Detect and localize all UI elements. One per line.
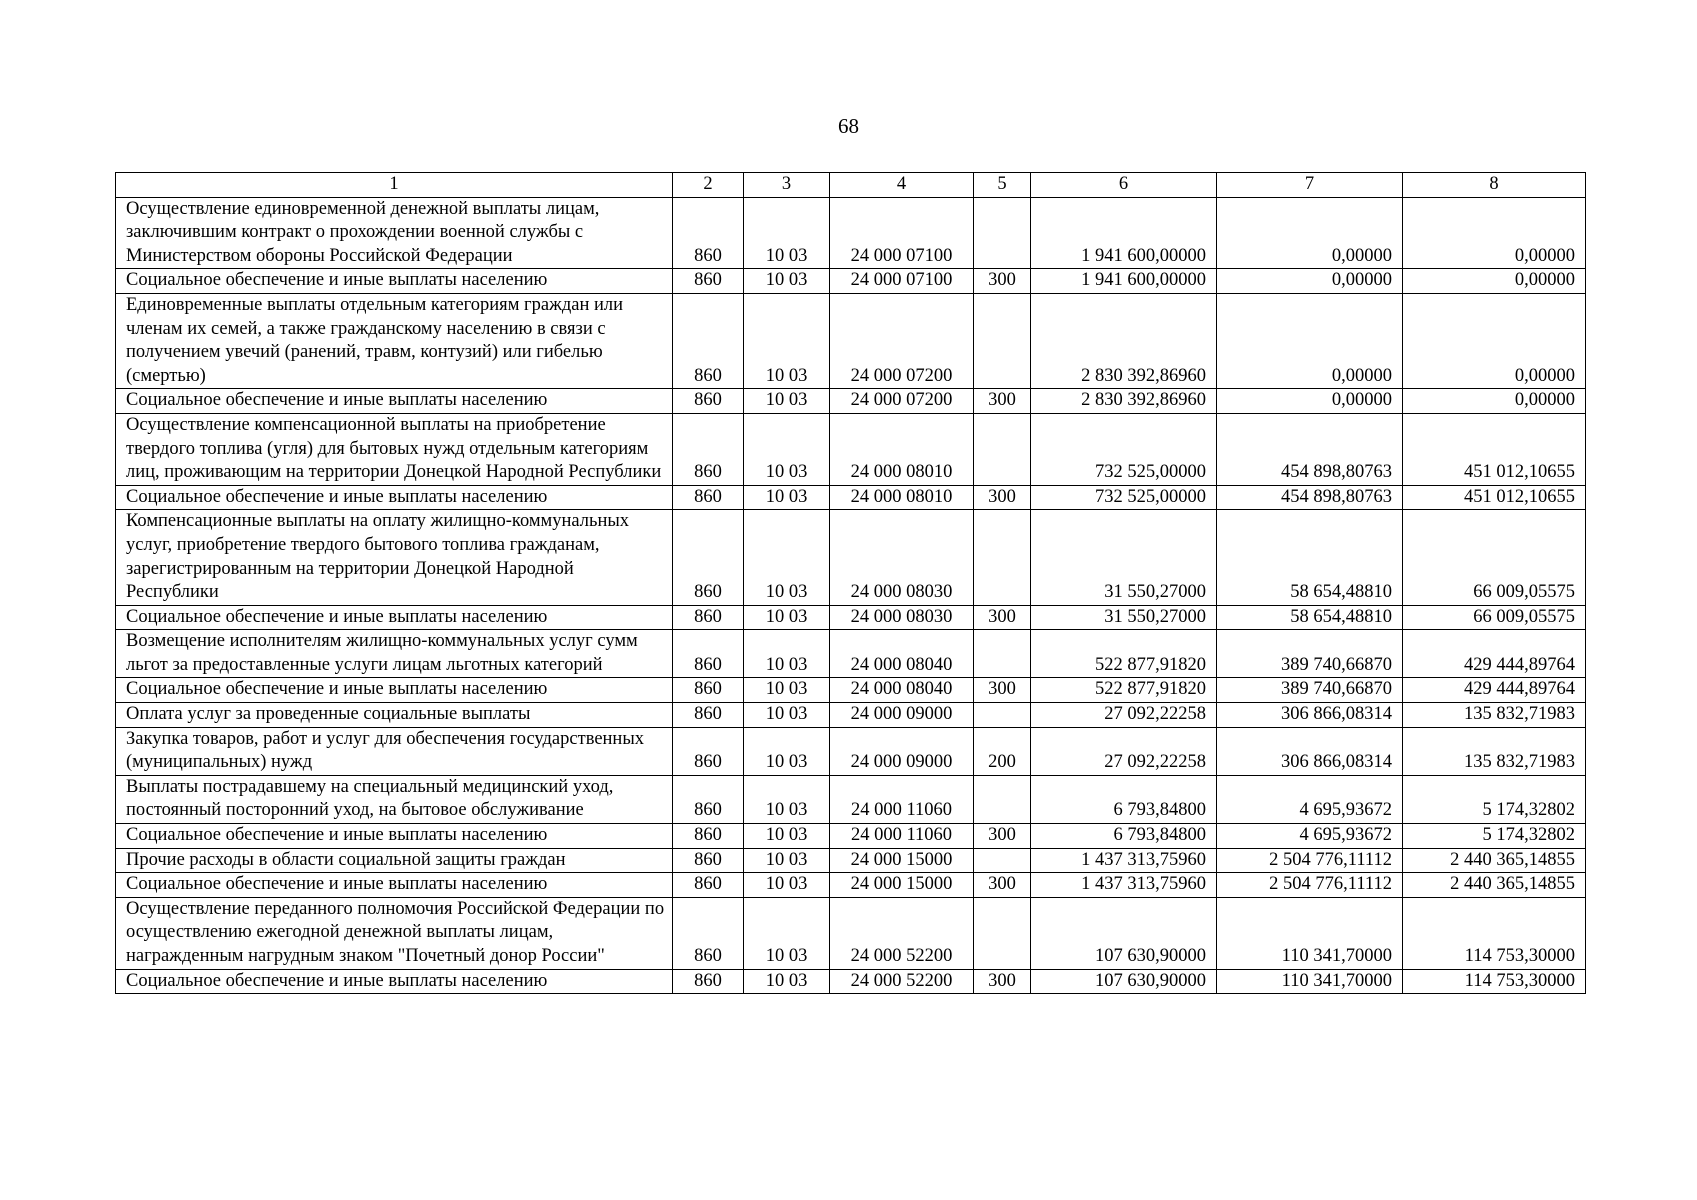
header-cell-8: 8 [1403,173,1586,198]
table-row [116,969,1586,994]
row-col6-cell: 31 550,27000 [1031,510,1217,605]
row-col8-cell: 2 440 365,14855 [1403,873,1586,898]
row-col8-cell: 0,00000 [1403,269,1586,294]
row-col7-cell: 454 898,80763 [1217,413,1403,485]
row-name-cell: Социальное обеспечение и иные выплаты населению [116,969,673,994]
table-row [116,897,1586,969]
budget-table [115,172,1586,994]
row-col5-cell [974,413,1031,485]
row-col8-cell: 114 753,30000 [1403,897,1586,969]
row-col5-cell: 300 [974,873,1031,898]
row-col7-cell: 0,00000 [1217,389,1403,414]
row-col2-cell: 860 [673,293,744,388]
row-col2-cell: 860 [673,605,744,630]
row-col5-cell: 300 [974,969,1031,994]
row-name-cell: Социальное обеспечение и иные выплаты населению [116,389,673,414]
row-name-cell: Социальное обеспечение и иные выплаты населению [116,485,673,510]
table-row [116,269,1586,294]
row-col5-cell: 300 [974,605,1031,630]
row-col6-cell: 522 877,91820 [1031,630,1217,678]
header-row [116,173,1586,198]
row-col2-cell: 860 [673,824,744,849]
row-col8-cell: 451 012,10655 [1403,485,1586,510]
row-col8-cell: 135 832,71983 [1403,703,1586,728]
row-col6-cell: 107 630,90000 [1031,969,1217,994]
row-col6-cell: 2 830 392,86960 [1031,293,1217,388]
row-col8-cell: 429 444,89764 [1403,678,1586,703]
row-col7-cell: 110 341,70000 [1217,897,1403,969]
row-col5-cell [974,703,1031,728]
row-col7-cell: 58 654,48810 [1217,605,1403,630]
row-col5-cell [974,293,1031,388]
row-col4-cell: 24 000 08040 [830,678,974,703]
row-col2-cell: 860 [673,413,744,485]
row-col6-cell: 6 793,84800 [1031,775,1217,823]
row-col4-cell: 24 000 08030 [830,510,974,605]
row-col3-cell: 10 03 [744,269,830,294]
row-col7-cell: 389 740,66870 [1217,678,1403,703]
row-col8-cell: 0,00000 [1403,389,1586,414]
row-name-cell: Оплата услуг за проведенные социальные выплаты [116,703,673,728]
row-col3-cell: 10 03 [744,413,830,485]
row-col4-cell: 24 000 07200 [830,293,974,388]
row-col6-cell: 1 941 600,00000 [1031,197,1217,269]
header-cell-5: 5 [974,173,1031,198]
row-col8-cell: 429 444,89764 [1403,630,1586,678]
row-col6-cell: 732 525,00000 [1031,413,1217,485]
row-col2-cell: 860 [673,775,744,823]
row-name-cell: Единовременные выплаты отдельным категориям граждан или членам их семей, а также гражданскому населению в связи с получением увечий (ранений, травм, контузий) или гибелью (смертью) [116,293,673,388]
row-col4-cell: 24 000 09000 [830,727,974,775]
row-name-cell: Социальное обеспечение и иные выплаты населению [116,605,673,630]
table-row [116,413,1586,485]
table-row [116,605,1586,630]
row-col7-cell: 0,00000 [1217,197,1403,269]
header-cell-2: 2 [673,173,744,198]
row-name-cell: Закупка товаров, работ и услуг для обеспечения государственных (муниципальных) нужд [116,727,673,775]
table-row [116,848,1586,873]
row-col7-cell: 4 695,93672 [1217,824,1403,849]
table-row [116,678,1586,703]
row-col6-cell: 522 877,91820 [1031,678,1217,703]
row-col2-cell: 860 [673,630,744,678]
table-row [116,510,1586,605]
row-col7-cell: 0,00000 [1217,269,1403,294]
row-col8-cell: 66 009,05575 [1403,510,1586,605]
row-col7-cell: 2 504 776,11112 [1217,848,1403,873]
row-col2-cell: 860 [673,703,744,728]
row-col3-cell: 10 03 [744,969,830,994]
row-name-cell: Выплаты пострадавшему на специальный медицинский уход, постоянный посторонний уход, на бытовое обслуживание [116,775,673,823]
row-name-cell: Прочие расходы в области социальной защиты граждан [116,848,673,873]
header-cell-7: 7 [1217,173,1403,198]
row-col8-cell: 5 174,32802 [1403,824,1586,849]
table-row [116,630,1586,678]
row-col3-cell: 10 03 [744,824,830,849]
row-col2-cell: 860 [673,197,744,269]
row-col5-cell [974,848,1031,873]
row-col4-cell: 24 000 08030 [830,605,974,630]
header-cell-1: 1 [116,173,673,198]
row-name-cell: Компенсационные выплаты на оплату жилищно-коммунальных услуг, приобретение твердого бытового топлива гражданам, зарегистрированным на территории Донецкой Народной Республики [116,510,673,605]
row-col4-cell: 24 000 07200 [830,389,974,414]
header-cell-3: 3 [744,173,830,198]
row-col6-cell: 732 525,00000 [1031,485,1217,510]
row-col4-cell: 24 000 11060 [830,775,974,823]
table-row [116,775,1586,823]
row-col2-cell: 860 [673,678,744,703]
row-name-cell: Социальное обеспечение и иные выплаты населению [116,824,673,849]
row-col4-cell: 24 000 52200 [830,897,974,969]
row-col6-cell: 1 437 313,75960 [1031,848,1217,873]
row-col8-cell: 0,00000 [1403,197,1586,269]
row-col7-cell: 110 341,70000 [1217,969,1403,994]
row-col5-cell [974,897,1031,969]
row-col2-cell: 860 [673,389,744,414]
table-row [116,293,1586,388]
row-col6-cell: 27 092,22258 [1031,703,1217,728]
row-name-cell: Социальное обеспечение и иные выплаты населению [116,678,673,703]
row-col5-cell [974,197,1031,269]
table-row [116,485,1586,510]
row-col4-cell: 24 000 07100 [830,269,974,294]
row-col5-cell: 300 [974,824,1031,849]
row-col7-cell: 0,00000 [1217,293,1403,388]
row-col3-cell: 10 03 [744,678,830,703]
row-col8-cell: 0,00000 [1403,293,1586,388]
row-col8-cell: 5 174,32802 [1403,775,1586,823]
row-col4-cell: 24 000 07100 [830,197,974,269]
row-col4-cell: 24 000 08010 [830,413,974,485]
table-row [116,873,1586,898]
table-row [116,197,1586,269]
table-row [116,389,1586,414]
row-col6-cell: 27 092,22258 [1031,727,1217,775]
row-col6-cell: 31 550,27000 [1031,605,1217,630]
header-cell-6: 6 [1031,173,1217,198]
row-col3-cell: 10 03 [744,703,830,728]
header-cell-4: 4 [830,173,974,198]
row-col4-cell: 24 000 15000 [830,873,974,898]
row-col6-cell: 1 437 313,75960 [1031,873,1217,898]
row-col5-cell: 300 [974,269,1031,294]
row-col7-cell: 2 504 776,11112 [1217,873,1403,898]
row-col3-cell: 10 03 [744,727,830,775]
row-col7-cell: 454 898,80763 [1217,485,1403,510]
row-col7-cell: 306 866,08314 [1217,727,1403,775]
row-col7-cell: 4 695,93672 [1217,775,1403,823]
row-col6-cell: 2 830 392,86960 [1031,389,1217,414]
row-col7-cell: 58 654,48810 [1217,510,1403,605]
row-col3-cell: 10 03 [744,848,830,873]
row-col5-cell: 200 [974,727,1031,775]
row-name-cell: Осуществление переданного полномочия Российской Федерации по осуществлению ежегодной денежной выплаты лицам, награжденным нагрудным знаком "Почетный донор России" [116,897,673,969]
row-col8-cell: 2 440 365,14855 [1403,848,1586,873]
row-col2-cell: 860 [673,897,744,969]
row-col4-cell: 24 000 09000 [830,703,974,728]
row-col7-cell: 389 740,66870 [1217,630,1403,678]
table-row [116,824,1586,849]
row-col5-cell [974,775,1031,823]
row-col6-cell: 1 941 600,00000 [1031,269,1217,294]
row-col5-cell: 300 [974,485,1031,510]
row-col2-cell: 860 [673,269,744,294]
row-col5-cell: 300 [974,678,1031,703]
row-col2-cell: 860 [673,969,744,994]
row-name-cell: Осуществление единовременной денежной выплаты лицам, заключившим контракт о прохождении военной службы с Министерством обороны Российской Федерации [116,197,673,269]
row-col8-cell: 135 832,71983 [1403,727,1586,775]
row-col4-cell: 24 000 15000 [830,848,974,873]
row-col2-cell: 860 [673,727,744,775]
row-col3-cell: 10 03 [744,197,830,269]
row-name-cell: Осуществление компенсационной выплаты на приобретение твердого топлива (угля) для бытовых нужд отдельным категориям лиц, проживающим на территории Донецкой Народной Республики [116,413,673,485]
row-col6-cell: 6 793,84800 [1031,824,1217,849]
row-col3-cell: 10 03 [744,630,830,678]
row-col3-cell: 10 03 [744,897,830,969]
row-col6-cell: 107 630,90000 [1031,897,1217,969]
table-body [116,197,1586,994]
row-col4-cell: 24 000 52200 [830,969,974,994]
row-col8-cell: 451 012,10655 [1403,413,1586,485]
row-col3-cell: 10 03 [744,873,830,898]
table-row [116,727,1586,775]
row-col5-cell [974,510,1031,605]
page-number: 68 [838,114,859,138]
row-col2-cell: 860 [673,510,744,605]
row-col8-cell: 66 009,05575 [1403,605,1586,630]
row-col3-cell: 10 03 [744,775,830,823]
row-col3-cell: 10 03 [744,485,830,510]
row-col5-cell [974,630,1031,678]
row-col2-cell: 860 [673,848,744,873]
row-name-cell: Социальное обеспечение и иные выплаты населению [116,269,673,294]
row-name-cell: Возмещение исполнителям жилищно-коммунальных услуг сумм льгот за предоставленные услуги лицам льготных категорий [116,630,673,678]
row-col2-cell: 860 [673,873,744,898]
row-col3-cell: 10 03 [744,293,830,388]
row-col2-cell: 860 [673,485,744,510]
row-col4-cell: 24 000 08040 [830,630,974,678]
row-col3-cell: 10 03 [744,389,830,414]
row-name-cell: Социальное обеспечение и иные выплаты населению [116,873,673,898]
row-col4-cell: 24 000 11060 [830,824,974,849]
row-col8-cell: 114 753,30000 [1403,969,1586,994]
row-col5-cell: 300 [974,389,1031,414]
table-row [116,703,1586,728]
row-col7-cell: 306 866,08314 [1217,703,1403,728]
row-col4-cell: 24 000 08010 [830,485,974,510]
row-col3-cell: 10 03 [744,510,830,605]
row-col3-cell: 10 03 [744,605,830,630]
